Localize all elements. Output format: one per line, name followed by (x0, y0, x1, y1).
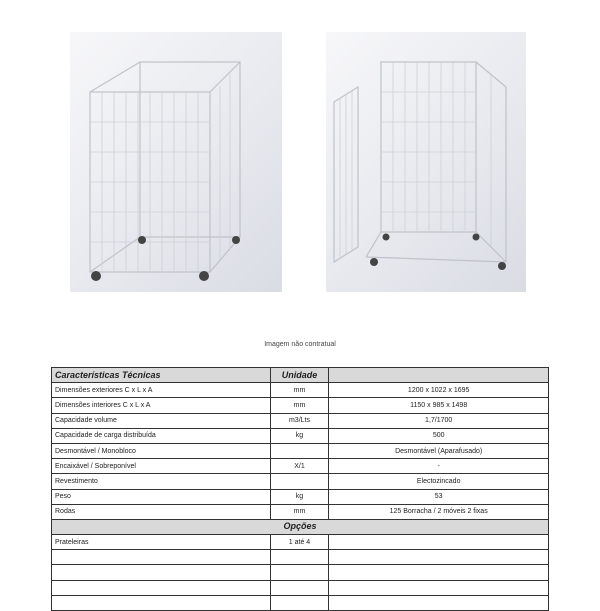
table-row (52, 489, 549, 504)
header-value (329, 368, 549, 383)
option-feature (52, 550, 271, 565)
row-unit: X/1 (270, 459, 329, 474)
header-unit: Unidade (270, 368, 329, 383)
table-row (52, 565, 549, 580)
row-feature: Peso (52, 489, 271, 504)
image-caption: Imagem não contratual (264, 341, 336, 348)
table-row (52, 504, 549, 519)
row-feature: Capacidade volume (52, 413, 271, 428)
row-unit (270, 474, 329, 489)
option-unit (270, 565, 329, 580)
row-unit: mm (270, 398, 329, 413)
table-header-row (52, 368, 549, 383)
option-value (329, 550, 549, 565)
row-unit: kg (270, 428, 329, 443)
option-unit: 1 até 4 (270, 535, 329, 550)
option-unit (270, 550, 329, 565)
table-row (52, 550, 549, 565)
table-row (52, 413, 549, 428)
option-unit (270, 580, 329, 595)
option-value (329, 535, 549, 550)
table-row (52, 595, 549, 610)
row-value: 1150 x 985 x 1498 (329, 398, 549, 413)
row-value: 1200 x 1022 x 1695 (329, 383, 549, 398)
technical-specs-table (51, 367, 549, 611)
option-value (329, 565, 549, 580)
row-unit: kg (270, 489, 329, 504)
row-feature: Desmontável / Monobloco (52, 443, 271, 458)
row-value: - (329, 459, 549, 474)
row-value: 1,7/1700 (329, 413, 549, 428)
product-image-open (326, 32, 526, 292)
wire-cage-closed-illustration (70, 32, 282, 292)
option-feature (52, 565, 271, 580)
table-row (52, 383, 549, 398)
header-features: Características Técnicas (52, 368, 271, 383)
row-value: Electozincado (329, 474, 549, 489)
row-unit (270, 443, 329, 458)
table-row (52, 398, 549, 413)
row-feature: Dimensões interiores C x L x A (52, 398, 271, 413)
row-feature: Dimensões exteriores C x L x A (52, 383, 271, 398)
row-feature: Encaixável / Sobreponível (52, 459, 271, 474)
product-image-closed (70, 32, 282, 292)
option-feature (52, 580, 271, 595)
option-feature (52, 595, 271, 610)
row-unit: m3/Lts (270, 413, 329, 428)
option-value (329, 595, 549, 610)
wire-cage-open-illustration (326, 32, 526, 292)
row-value: 500 (329, 428, 549, 443)
row-feature: Revestimento (52, 474, 271, 489)
row-value: 125 Borracha / 2 móveis 2 fixas (329, 504, 549, 519)
options-section-row (52, 519, 549, 534)
table-row (52, 428, 549, 443)
table-row (52, 580, 549, 595)
option-feature: Prateleiras (52, 535, 271, 550)
table-row (52, 535, 549, 550)
option-unit (270, 595, 329, 610)
row-feature: Rodas (52, 504, 271, 519)
row-unit: mm (270, 383, 329, 398)
table-row (52, 474, 549, 489)
option-value (329, 580, 549, 595)
options-title: Opções (52, 519, 549, 534)
table-row (52, 443, 549, 458)
table-row (52, 459, 549, 474)
row-unit: mm (270, 504, 329, 519)
row-value: Desmontável (Aparafusado) (329, 443, 549, 458)
row-value: 53 (329, 489, 549, 504)
row-feature: Capacidade de carga distribuída (52, 428, 271, 443)
